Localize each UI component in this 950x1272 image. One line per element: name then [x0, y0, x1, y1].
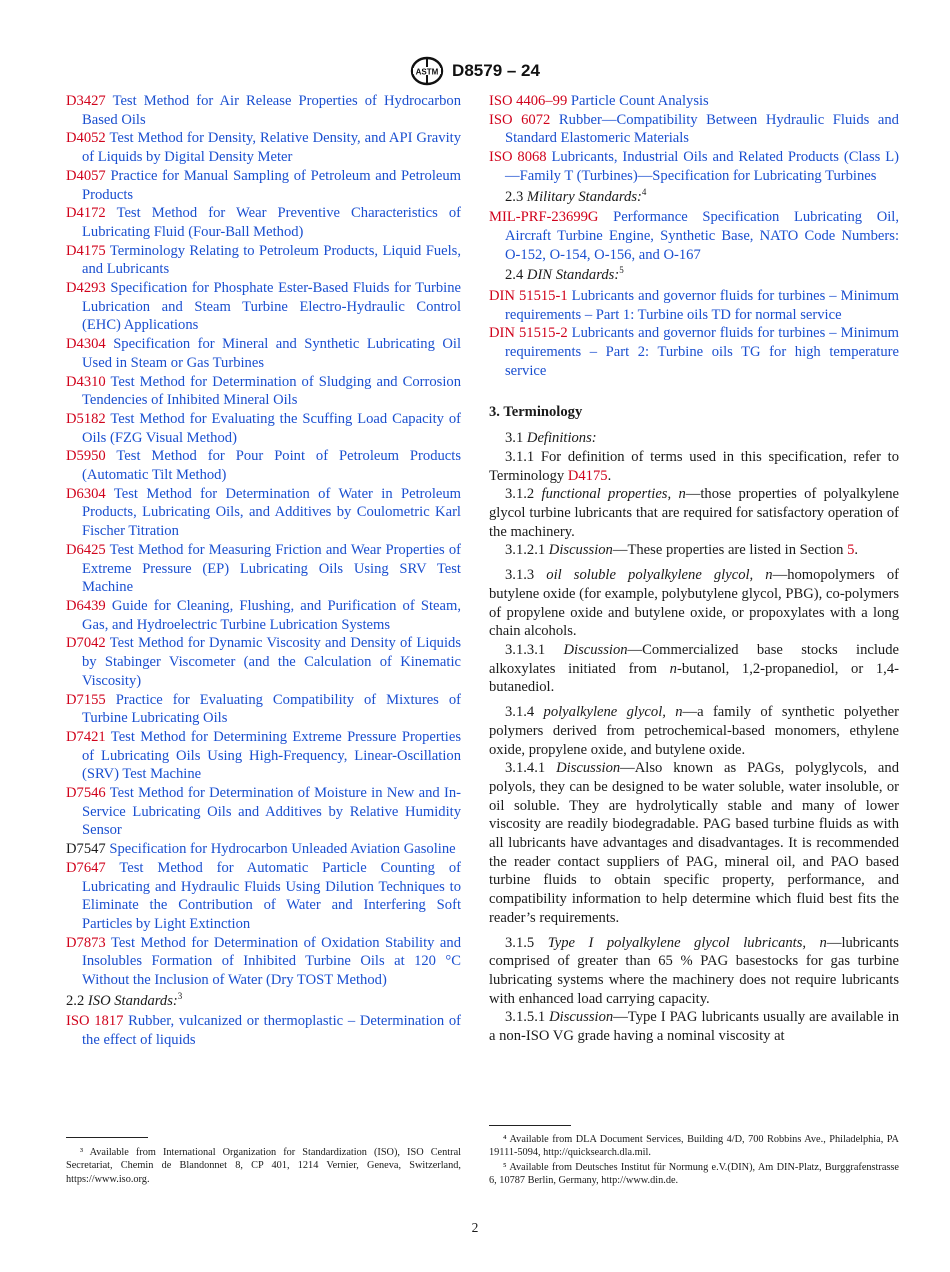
reference-code-link[interactable]: D7873 [66, 934, 106, 951]
para-3-1-5: 3.1.5 Type I polyalkylene glycol lubricants, n—lubricants comprised of greater than 65 % PAG basestocks for gas turbine lubricating systems where the machinery does not require lubricants with enhanced load carrying capacity. [489, 934, 899, 1007]
para-3-1-3: 3.1.3 oil soluble polyalkylene glycol, n—homopolymers of butylene oxide (for example, polybutylene glycol, PBG), co-polymers of propylene oxide and butylene oxide, or propoxylates with a long chain alcohols. [489, 567, 899, 640]
para-3-1-3-1: 3.1.3.1 Discussion—Commercialized base stocks include alkoxylates initiated from n-butanol, 1,2-propanediol, or 1,4-butanediol. [489, 641, 899, 696]
reference-item [66, 279, 461, 335]
footnote-3: ³ Available from International Organization for Standardization (ISO), ISO Central Secretariat, Chemin de Blandonnet 8, CP 401, 1214 Vernier, Geneva, Switzerland, https://www.iso.org. [66, 1147, 461, 1185]
reference-code-link[interactable]: D7647 [66, 859, 106, 876]
reference-title-link[interactable]: Test Method for Determination of Water in Petroleum Products, Lubricating Oils, and Additives by Coulometric Karl Fischer Titration [82, 485, 462, 540]
footnote-rule-left [66, 1137, 148, 1138]
para-3-1-5-1: 3.1.5.1 Discussion—Type I PAG lubricants usually are available in a non-ISO VG grade having a nominal viscosity at [489, 1009, 899, 1045]
reference-item [66, 242, 461, 279]
reference-title-link[interactable]: Test Method for Wear Preventive Characteristics of Lubricating Fluid (Four-Ball Method) [82, 205, 461, 240]
reference-title-link[interactable]: Specification for Mineral and Synthetic Lubricating Oil Used in Steam or Gas Turbines [82, 336, 461, 371]
reference-title-link[interactable]: Rubber—Compatibility Between Hydraulic Fluids and Standard Elastomeric Materials [505, 111, 899, 147]
reference-title-link[interactable]: Test Method for Determination of Sludging and Corrosion Tendencies of Inhibited Mineral Oils [82, 373, 461, 409]
reference-item [489, 92, 899, 111]
reference-code-link[interactable]: DIN 51515-1 [489, 288, 568, 305]
reference-code-link[interactable]: D4172 [66, 205, 106, 222]
para-3-1-4: 3.1.4 polyalkylene glycol, n—a family of synthetic polyether polymers derived from petrochemical-based monomers, ethylene oxide, propylene oxide, and butylene oxide. [489, 704, 900, 758]
footnote-rule-right [489, 1125, 571, 1126]
reference-item [489, 208, 899, 264]
reference-title-link[interactable]: Practice for Manual Sampling of Petroleum and Petroleum Products [82, 167, 461, 203]
reference-title-link[interactable]: Particle Count Analysis [570, 93, 709, 109]
reference-title-link[interactable]: Performance Specification Lubricating Oil, Aircraft Turbine Engine, Synthetic Base, NATO Code Numbers: O-152, O-154, O-156, and O-167 [505, 209, 899, 263]
reference-item [66, 840, 461, 859]
reference-title-link[interactable]: Test Method for Determination of Moisture in New and In-Service Lubricating Oils and Additives by Relative Humidity Sensor [82, 785, 461, 839]
reference-title-link[interactable]: Test Method for Determination of Oxidation Stability and Insolubles Formation of Inhibited Turbine Oils at 120 °C Without the Inclusion of Water (Dry TOST Method) [82, 934, 461, 989]
para-3-1-4-1: 3.1.4.1 Discussion—Also known as PAGs, polyglycols, and polyols, they can be designed to be water soluble, water insoluble, or oil soluble. They are hydrolytically stable and many of lower viscosity are readily biodegradable. PAG based turbine fluids as with all lubricants have advantages and disadvantages. It is recommended the reader contact suppliers of PAG, mineral oil, and PAO based turbine fluids to obtain specific property, performance, and compatibility information to help determine which fluid best fits the reader’s requirements. [489, 760, 900, 926]
reference-code-link[interactable]: D7042 [66, 635, 106, 652]
reference-item [66, 92, 461, 129]
reference-item [66, 634, 461, 690]
reference-title-link[interactable]: Test Method for Air Release Properties of Hydrocarbon Based Oils [82, 93, 461, 128]
para-3-1: 3.1 Definitions: [505, 430, 597, 447]
reference-code-link[interactable]: D6439 [66, 597, 106, 614]
reference-item [489, 287, 899, 324]
link-section-5[interactable]: 5 [847, 542, 855, 559]
reference-title-link[interactable]: Guide for Cleaning, Flushing, and Purification of Steam, Gas, and Hydroelectric Turbine Lubrication Systems [82, 597, 461, 633]
reference-title-link[interactable]: Test Method for Dynamic Viscosity and Density of Liquids by Stabinger Viscometer (and the Calculation of Kinematic Viscosity) [82, 635, 461, 689]
reference-item [66, 410, 461, 447]
reference-code-link[interactable]: D4310 [66, 373, 106, 390]
reference-item [66, 691, 461, 728]
reference-item [66, 728, 461, 784]
iso-reference-list-continued [489, 92, 899, 186]
para-3-1-1: 3.1.1 For definition of terms used in this specification, refer to Terminology D4175. [489, 448, 899, 484]
reference-title-link[interactable]: Lubricants, Industrial Oils and Related Products (Class L)—Family T (Turbines)—Specification for Lubricating Turbines [505, 149, 899, 184]
iso-standards-heading: 2.2 ISO Standards:$^3$ [66, 990, 183, 1009]
reference-item [489, 324, 899, 380]
page-header [0, 56, 950, 91]
section-heading-terminology: 3. Terminology [489, 403, 583, 420]
reference-code-link[interactable]: D3427 [66, 93, 106, 109]
reference-title-link[interactable]: Lubricants and governor fluids for turbines – Minimum requirements – Part 2: Turbine oils TG for high temperature service [505, 325, 900, 379]
reference-item [66, 373, 461, 410]
reference-item [66, 447, 461, 484]
reference-code-link[interactable]: ISO 6072 [489, 111, 551, 128]
svg-text:ASTM: ASTM [415, 67, 439, 77]
reference-code-link[interactable]: D6425 [66, 541, 106, 558]
reference-title-link[interactable]: Test Method for Pour Point of Petroleum Products (Automatic Tilt Method) [82, 448, 462, 484]
reference-item [66, 129, 461, 166]
reference-code-link[interactable]: ISO 8068 [489, 149, 547, 166]
reference-item [66, 859, 461, 934]
reference-title-link[interactable]: Test Method for Automatic Particle Counting of Lubricating and Hydraulic Fluids Using Dilution Techniques to Eliminate the Contribution of Water and Interfering Soft Particles by Light Extinction [82, 859, 461, 932]
reference-item [66, 784, 461, 840]
reference-item [66, 485, 461, 541]
reference-code-link[interactable]: D4304 [66, 336, 106, 353]
reference-title-link[interactable]: Lubricants and governor fluids for turbines – Minimum requirements – Part 1: Turbine oils TD for normal service [505, 288, 900, 323]
reference-code-link[interactable]: D4052 [66, 130, 106, 147]
para-3-1-2-1: 3.1.2.1 Discussion—These properties are listed in Section 5. [505, 542, 859, 559]
reference-code-link[interactable]: D4293 [66, 280, 106, 297]
reference-code-link[interactable]: DIN 51515-2 [489, 325, 568, 342]
reference-code-link[interactable]: MIL-PRF-23699G [489, 209, 599, 226]
reference-title-link[interactable]: Test Method for Measuring Friction and Wear Properties of Extreme Pressure (EP) Lubricating Oils Using SRV Test Machine [82, 541, 461, 596]
astm-logo-icon [410, 56, 444, 86]
reference-title-link[interactable]: Test Method for Determining Extreme Pressure Properties of Lubricating Oils Using High-Frequency, Linear-Oscillation (SRV) Test Machine [82, 728, 461, 783]
reference-title-link[interactable]: Specification for Phosphate Ester-Based Fluids for Turbine Lubrication and Steam Turbine Electro-Hydraulic Control (EHC) Applications [82, 280, 461, 334]
reference-item [489, 111, 899, 148]
reference-code-link[interactable]: D7546 [66, 785, 106, 802]
page-number: 2 [471, 1220, 479, 1235]
reference-title-link[interactable]: Practice for Evaluating Compatibility of Mixtures of Turbine Lubricating Oils [82, 691, 461, 727]
reference-code-link[interactable]: D5182 [66, 410, 106, 427]
military-reference-list [489, 208, 899, 264]
reference-code-link[interactable]: D4175 [66, 242, 106, 259]
right-column [489, 92, 899, 1046]
reference-code-link[interactable]: ISO 1817 [66, 1013, 124, 1030]
iso-reference-list [66, 1012, 461, 1049]
astm-reference-list [66, 92, 461, 990]
reference-item [66, 335, 461, 372]
para-3-1-2: 3.1.2 functional properties, n—those properties of polyalkylene glycol turbine lubricants that are required for satisfactory operation of the machinery. [489, 486, 900, 540]
reference-item [66, 934, 461, 990]
reference-item [66, 167, 461, 204]
reference-item [66, 541, 461, 597]
reference-code-link[interactable]: D5950 [66, 448, 106, 465]
reference-item [66, 1012, 461, 1049]
reference-code-link[interactable]: D4057 [66, 167, 106, 184]
reference-title-link[interactable]: Rubber, vulcanized or thermoplastic – Determination of the effect of liquids [82, 1013, 461, 1049]
document-id: D8579 – 24 [452, 61, 540, 80]
reference-title-link[interactable]: Specification for Hydrocarbon Unleaded Aviation Gasoline [109, 841, 456, 858]
reference-code-link[interactable]: D7155 [66, 691, 106, 708]
left-column [66, 92, 461, 1050]
reference-item [66, 597, 461, 634]
reference-code-link[interactable]: ISO 4406–99 [489, 93, 568, 109]
reference-title-link[interactable]: Test Method for Density, Relative Density, and API Gravity of Liquids by Digital Density Meter [82, 130, 461, 166]
din-reference-list [489, 287, 899, 381]
reference-code-link: D7547 [66, 841, 106, 858]
reference-item [489, 148, 899, 185]
reference-title-link[interactable]: Terminology Relating to Petroleum Products, Liquid Fuels, and Lubricants [82, 242, 462, 278]
reference-title-link[interactable]: Test Method for Evaluating the Scuffing Load Capacity of Oils (FZG Visual Method) [82, 410, 461, 446]
reference-code-link[interactable]: D7421 [66, 728, 106, 745]
reference-code-link[interactable]: D6304 [66, 485, 106, 502]
military-standards-heading: 2.3 Military Standards:$^4$ [505, 186, 647, 205]
din-standards-heading: 2.4 DIN Standards:$^5$ [505, 265, 624, 284]
reference-item [66, 204, 461, 241]
footnote-4: ⁴ Available from DLA Document Services, Building 4/D, 700 Robbins Ave., Philadelphia, PA 19111-5094, http://quicksearch.dla.mil. [489, 1134, 899, 1159]
footnote-5: ⁵ Available from Deutsches Institut für Normung e.V.(DIN), Am DIN-Platz, Burggrafenstrasse 6, 10787 Berlin, Germany, http://www.din.de. [489, 1162, 899, 1187]
link-d4175[interactable]: D4175 [567, 467, 608, 484]
